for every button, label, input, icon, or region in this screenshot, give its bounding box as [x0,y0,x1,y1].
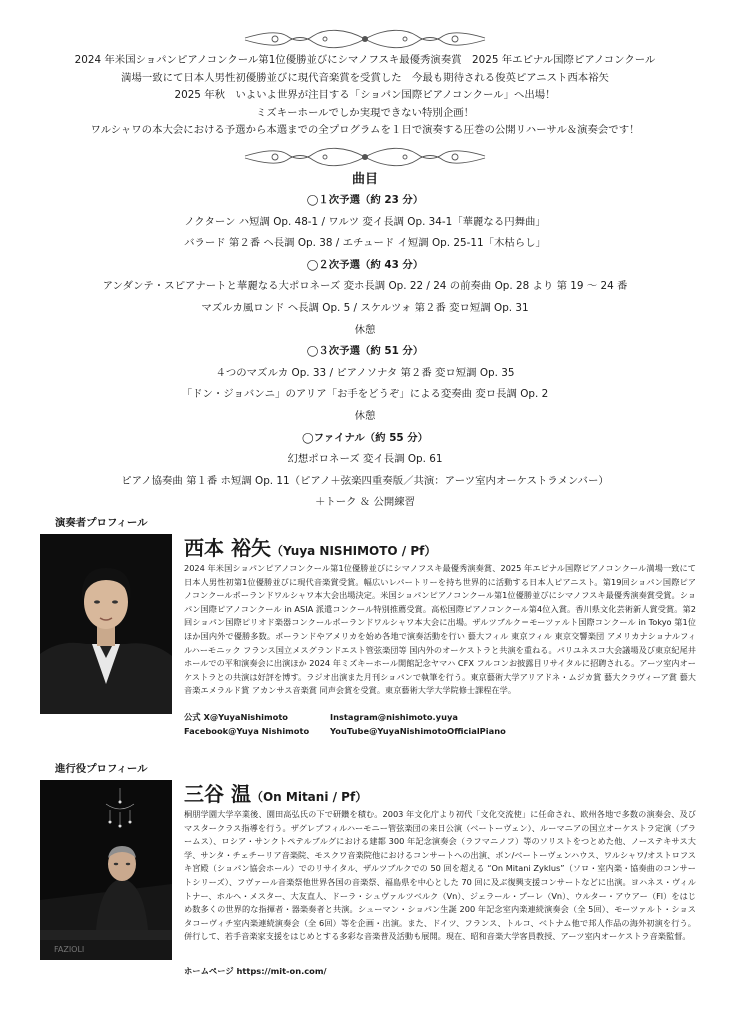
performer-name-en: （Yuya NISHIMOTO / Pf） [270,544,437,558]
instagram-account-link[interactable]: Instagram@nishimoto.yuya [330,712,458,722]
program-piece-line: 「ドン・ジョバンニ」のアリア「お手をどうぞ」による変奏曲 変ロ長調 Op. 2 [181,388,549,401]
host-name-en: （On Mitani / Pf） [250,790,368,804]
intro-line: 2024 年米国ショパンピアノコンクール第1位優勝並びにシマノフスキ最優秀演奏賞 2025 年エピナル国際ピアノコンクール [74,54,656,66]
program-round-heading: ◯３次予選（約 51 分） [306,345,424,358]
intro-line: ミズキーホールでしか実現できない特別企画！ [256,106,474,119]
program-break-line: 休憩 [354,323,376,336]
intro-text [20,52,710,140]
host-photo [40,780,172,960]
program-break-line: 休憩 [354,409,376,422]
program-piece-line: ピアノ協奏曲 第１番 ホ短調 Op. 11（ピアノ＋弦楽四重奏版／共演：アーツ室内オーケストラメンバー） [121,474,609,487]
intro-line: 満場一致にて日本人男性初優勝並びに現代音楽賞を受賞した 今最も期待される俊英ピアニスト西本裕矢 [121,71,609,84]
homepage-link[interactable]: ホームページ https://mit-on.com/ [184,966,327,976]
program-piece-line: マズルカ風ロンド ヘ長調 Op. 5 / スケルツォ 第２番 変ロ短調 Op. 31 [201,301,529,314]
intro-line: 2025 年秋 いよいよ世界が注目する「ショパン国際ピアノコンクール」へ出場！ [174,89,556,102]
facebook-account-link[interactable]: Facebook@Yuya Nishimoto [184,726,310,736]
host-name [184,782,367,809]
program-section [20,170,710,514]
program-piece-line: ４つのマズルカ Op. 33 / ピアノソナタ 第２番 変ロ短調 Op. 35 [215,366,515,379]
program-extra-line: ＋トーク ＆ 公開練習 [314,496,416,509]
host-section-label: 進行役プロフィール [55,763,148,775]
program-piece-line: アンダンテ・スピアナートと華麗なる大ポロネーズ 変ホ長調 Op. 22 / 24 の前奏曲 Op. 28 より 第 19 ～ 24 番 [102,280,628,293]
performer-bio: 2024 年米国ショパンピアノコンクール第1位優勝並びにシマノフスキ最優秀演奏賞、2025 年エピナル国際ピアノコンクール満場一致にて日本人男性初第1位優勝並びに現代音楽賞受賞。幅広いレパートリーを持ち世界的に活動する日本人ピアニスト。第19回ショパン国際ピアノコンクールポーランドワルシャワ本大会出場決定。米国ショパンピアノコンクール第1位優勝並びにシマノフスキ最優秀演奏賞受賞。ショパン国際ピアノコンクール in ASIA 派遣コンクール特別推薦受賞。高松国際ピアノコンクール第4位入賞。香川県文化芸術新人賞受賞。第2回ショパン国際ピリオド楽器コンクールポーランドワルシャワ本大会に出場。ザルツブルク＝モーツァルト国際コンクール in Tokyo 第1位ほか国内外で優勝多数。ポーランドやアメリカを始め各地で演奏活動を行い 藝大フィル 東京フィル 東京交響楽団 アメリカナショナルフィルハーモニック フランス国立メスグランドエスト管弦楽団等 国内外のオーケストラと共演を重ねる。パリユネスコ大会議場及び東京紀尾井ホールでの平和演奏会に出演ほか 2024 年ミズキーホール開館記念ヤマハ CFX フルコンお披露目リサイタルに招聘される。アーツ室内オーケストラとの共演は好評を博す。ラジオ出演また月刊ショパンで執筆を行う。東京藝術大学アリアドネ・ムジカ賞 藝大クラヴィーア賞 藝大音楽エメラルド賞 アカンサス音楽賞 同声会賞を受賞。東京藝術大学大学院修士課程在学。 [184,563,696,696]
intro-line: ワルシャワの本大会における予選から本選までの全プログラムを１日で演奏する圧巻の公開リハーサル＆演奏会です！ [90,124,640,137]
youtube-account-link[interactable]: YouTube@YuyaNishimotoOfficialPiano [330,726,506,736]
program-round-heading: ◯１次予選（約 23 分） [306,194,424,206]
performer-photo [40,534,172,714]
host-bio: 桐朋学園大学卒業後、園田高弘氏の下で研鑽を積む。2003 年文化庁より初代「文化交流使」に任命され、欧州各地で多数の演奏会、及びマスタークラス指導を行う。ザグレブフィルハーモニー管弦楽団の来日公演（ベートーヴェン）、ルーマニアの国立オーケストラ定演（ブラームス）、ロシア・サンクトペテルブルグにおける建都 300 年記念演奏会（ラフマニノフ）等のソリストをつとめた他、ノーステキサス大学、サンタ・チェチーリア音楽院、モスクワ音楽院他におけるコンサートへの出演、ボン/ベートーヴェンハウス、ワルシャワ/オストロフスキ宮殿（ショパン協会ホール）でのリサイタル、ザルツブルクでの 50 回を超える “On Mitani Zyklus”（ソロ・室内楽・協奏曲のコンサートシリーズ）、フヴァール音楽祭他世界各国の音楽祭、福島県を中心とした 70 回に及ぶ復興支援コンサートなどに出演。ヨハネス・ヴィルトナー、ホルヘ・メスター、大友直人、ドーラ・シュヴァルツベルク（Vn）、ジェラール・プーレ（Vn）、ウルター・アウアー（Fl）をはじめ数多くの世界的な指揮者・器楽奏者と共演。シューマン・ショパン生誕 200 年記念室内楽連続演奏会（全 5回）、モーツァルト・ショスタコーヴィチ室内楽連続演奏会（全 6回）等を企画・出演。また、ドイツ、フランス、トルコ、ベトナム他で邦人作品の海外初演を行う。併行して、若手音楽家支援をはじめとする多彩な音楽普及活動も展開。現在、昭和音楽大学客員教授、アーツ室内オーケストラ音楽監督。 [184,809,696,942]
program-title: 曲目 [351,172,378,187]
program-piece-line: バラード 第２番 ヘ長調 Op. 38 / エチュード イ短調 Op. 25-11「木枯らし」 [184,237,546,250]
host-homepage [184,964,327,978]
host-name-ja: 三谷 温 [184,782,251,806]
svg-text:FAZIOLI: FAZIOLI [54,945,85,954]
performer-name [184,536,436,563]
top-ornament [225,28,505,50]
x-account-link[interactable]: 公式 X@YuyaNishimoto [184,712,288,722]
performer-section-label: 演奏者プロフィール [55,517,148,529]
bottom-ornament [225,146,505,168]
program-piece-line: 幻想ポロネーズ 変イ長調 Op. 61 [287,453,443,466]
program-piece-line: ノクターン ハ短調 Op. 48-1 / ワルツ 変イ長調 Op. 34-1「華麗なる円舞曲」 [184,215,546,228]
program-round-heading: ◯ファイナル（約 55 分） [301,431,429,444]
program-round-heading: ◯２次予選（約 43 分） [306,258,424,271]
performer-social-links [184,710,506,738]
performer-name-ja: 西本 裕矢 [184,536,271,560]
